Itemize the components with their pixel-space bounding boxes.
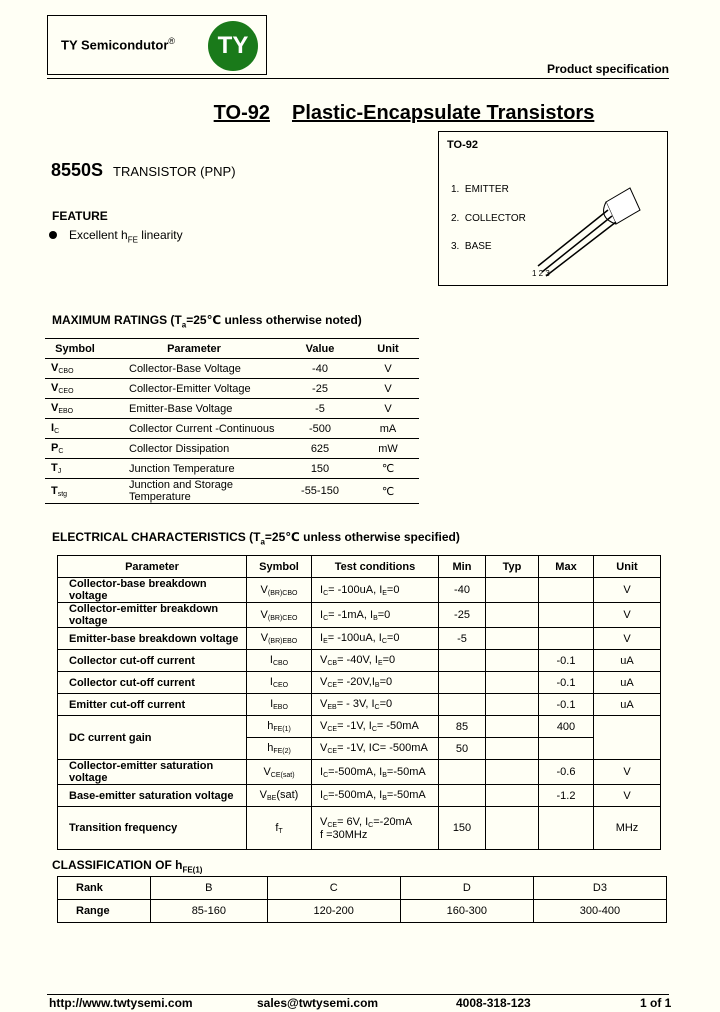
unit-cell: V (357, 359, 419, 379)
parameter-cell: Base-emitter saturation voltage (58, 785, 247, 807)
footer-divider (47, 994, 669, 995)
min-cell: -25 (439, 603, 486, 628)
parameter-cell: Collector-Base Voltage (105, 359, 283, 379)
max-cell (539, 738, 594, 760)
unit-cell: V (594, 578, 661, 603)
symbol-cell: $P_C$ (45, 439, 105, 459)
product-spec-label: Product specification (546, 62, 669, 76)
pin-2: 2. COLLECTOR (451, 213, 526, 224)
typ-cell (486, 716, 539, 738)
max-ratings-heading: MAXIMUM RATINGS ($T_a=25℃$ unless otherwise noted) (52, 313, 362, 330)
value-cell: 625 (283, 439, 357, 459)
conditions-cell: $I_C= -100uA$, $I_E=0$ (312, 578, 439, 603)
parameter-cell: Collector-emitter saturation voltage (58, 760, 247, 785)
typ-cell (486, 738, 539, 760)
package-title: TO-92 (447, 139, 478, 151)
min-cell: -5 (439, 628, 486, 650)
min-cell: -40 (439, 578, 486, 603)
parameter-cell: Collector cut-off current (58, 650, 247, 672)
parameter-cell: Junction Temperature (105, 459, 283, 479)
parameter-cell: Collector-base breakdown voltage (58, 578, 247, 603)
parameter-cell: Emitter cut-off current (58, 694, 247, 716)
symbol-cell: $I_{CBO}$ (247, 650, 312, 672)
table-row (58, 785, 661, 807)
classification-heading: CLASSIFICATION OF $h_{FE(1)}$ (52, 858, 203, 875)
conditions-cell: $I_C=-500mA$, $I_B=-50mA$ (312, 785, 439, 807)
parameter-cell: Collector-Emitter Voltage (105, 379, 283, 399)
min-cell: 50 (439, 738, 486, 760)
symbol-cell: $V_{BE}(sat)$ (247, 785, 312, 807)
table-row (58, 807, 661, 850)
max-cell: 400 (539, 716, 594, 738)
symbol-cell: $V_{EBO}$ (45, 399, 105, 419)
min-cell (439, 785, 486, 807)
parameter-cell: Junction and Storage Temperature (105, 479, 283, 504)
min-cell (439, 694, 486, 716)
table-row (58, 672, 661, 694)
max-cell (539, 807, 594, 850)
unit-cell: MHz (594, 807, 661, 850)
parameter-cell: Collector cut-off current (58, 672, 247, 694)
conditions-cell: $V_{CE}= -1V$, IC= -500mA (312, 738, 439, 760)
symbol-cell: $I_C$ (45, 419, 105, 439)
pin-3: 3. BASE (451, 241, 492, 252)
unit-cell: mA (357, 419, 419, 439)
conditions-cell: $V_{CE}= -20V,I_B=0$ (312, 672, 439, 694)
typ-cell (486, 650, 539, 672)
table-row (58, 578, 661, 603)
table-row (45, 419, 419, 439)
table-header-row: Symbol Parameter Value Unit (45, 339, 419, 359)
bullet-icon (49, 231, 57, 239)
symbol-cell: $I_{CEO}$ (247, 672, 312, 694)
parameter-cell: DC current gain (58, 716, 247, 760)
symbol-cell: $T_{stg}$ (45, 479, 105, 504)
conditions-cell: $V_{EB}= - 3V$, $I_C=0$ (312, 694, 439, 716)
parameter-cell: Emitter-base breakdown voltage (58, 628, 247, 650)
parameter-cell: Collector-emitter breakdown voltage (58, 603, 247, 628)
classification-table (57, 876, 667, 923)
table-header-row: Parameter Symbol Test conditions Min Typ Max Unit (58, 556, 661, 578)
page-title: TO-92 Plastic-Encapsulate Transistors (213, 102, 595, 124)
feature-heading: FEATURE (52, 209, 108, 223)
table-row (45, 459, 419, 479)
max-cell (539, 603, 594, 628)
unit-cell: uA (594, 694, 661, 716)
conditions-cell: $I_C= -1mA$, $I_B=0$ (312, 603, 439, 628)
unit-cell: ℃ (357, 479, 419, 504)
max-cell: -0.1 (539, 650, 594, 672)
company-name: TY Semicondutor® (61, 36, 176, 53)
typ-cell (486, 628, 539, 650)
table-row (58, 603, 661, 628)
unit-cell: V (357, 379, 419, 399)
feature-item: Excellent $h_{FE}$ linearity (69, 228, 183, 245)
footer-email[interactable]: sales@twtysemi.com (257, 996, 379, 1010)
max-cell: -0.1 (539, 672, 594, 694)
footer-phone: 4008-318-123 (456, 996, 531, 1010)
parameter-cell: Collector Dissipation (105, 439, 283, 459)
symbol-cell: $V_{CEO}$ (45, 379, 105, 399)
typ-cell (486, 760, 539, 785)
value-cell: -25 (283, 379, 357, 399)
value-cell: -500 (283, 419, 357, 439)
pin-numbers-label: 1 2 3 (532, 269, 550, 278)
min-cell (439, 650, 486, 672)
typ-cell (486, 694, 539, 716)
unit-cell: mW (357, 439, 419, 459)
electrical-table (57, 555, 661, 850)
min-cell (439, 760, 486, 785)
table-row (58, 716, 661, 738)
header-divider (47, 78, 669, 79)
max-cell: -0.1 (539, 694, 594, 716)
symbol-cell: $I_{EBO}$ (247, 694, 312, 716)
footer-page: 1 of 1 (640, 996, 672, 1010)
value-cell: 150 (283, 459, 357, 479)
logo-icon: TY (208, 21, 258, 71)
symbol-cell: $V_{CE(sat)}$ (247, 760, 312, 785)
unit-cell: V (594, 628, 661, 650)
parameter-cell: Transition frequency (58, 807, 247, 850)
min-cell (439, 672, 486, 694)
unit-cell: uA (594, 672, 661, 694)
unit-cell (594, 716, 661, 760)
typ-cell (486, 603, 539, 628)
to92-package-drawing (528, 180, 648, 280)
min-cell: 150 (439, 807, 486, 850)
symbol-cell: $h_{FE(2)}$ (247, 738, 312, 760)
table-row (45, 359, 419, 379)
symbol-cell: $V_{CBO}$ (45, 359, 105, 379)
table-row (45, 479, 419, 504)
table-row (45, 439, 419, 459)
conditions-cell: $V_{CE}= -1V$, $I_C= -50mA$ (312, 716, 439, 738)
symbol-cell: $V_{(BR)CBO}$ (247, 578, 312, 603)
typ-cell (486, 807, 539, 850)
max-cell: -1.2 (539, 785, 594, 807)
unit-cell: V (594, 785, 661, 807)
unit-cell: V (594, 760, 661, 785)
symbol-cell: $V_{(BR)EBO}$ (247, 628, 312, 650)
table-row (58, 650, 661, 672)
conditions-cell: $I_E= -100uA$, $I_C=0$ (312, 628, 439, 650)
range-row: Range 85-160 120-200 160-300 300-400 (58, 900, 667, 923)
conditions-cell: $V_{CE}= 6V$, $I_C=-20mA$ f =30MHz (312, 807, 439, 850)
unit-cell: uA (594, 650, 661, 672)
typ-cell (486, 578, 539, 603)
parameter-cell: Emitter-Base Voltage (105, 399, 283, 419)
max-cell (539, 578, 594, 603)
unit-cell: ℃ (357, 459, 419, 479)
typ-cell (486, 672, 539, 694)
value-cell: -55-150 (283, 479, 357, 504)
max-ratings-table (45, 338, 419, 504)
conditions-cell: $I_C=-500mA$, $I_B=-50mA$ (312, 760, 439, 785)
electrical-heading: ELECTRICAL CHARACTERISTICS ($T_a=25℃$ unless otherwise specified) (52, 530, 460, 547)
rank-row: Rank B C D D3 (58, 877, 667, 900)
value-cell: -5 (283, 399, 357, 419)
unit-cell: V (594, 603, 661, 628)
max-cell: -0.6 (539, 760, 594, 785)
table-row (45, 399, 419, 419)
symbol-cell: $T_J$ (45, 459, 105, 479)
table-row (58, 628, 661, 650)
min-cell: 85 (439, 716, 486, 738)
table-row (45, 379, 419, 399)
parameter-cell: Collector Current -Continuous (105, 419, 283, 439)
part-number: 8550S (51, 160, 104, 180)
pin-1: 1. EMITTER (451, 184, 509, 195)
typ-cell (486, 785, 539, 807)
table-row (58, 694, 661, 716)
conditions-cell: $V_{CB}= -40V$, $I_E=0$ (312, 650, 439, 672)
value-cell: -40 (283, 359, 357, 379)
table-row (58, 760, 661, 785)
part-description: TRANSISTOR (PNP) (113, 164, 236, 179)
symbol-cell: $f_T$ (247, 807, 312, 850)
unit-cell: V (357, 399, 419, 419)
max-cell (539, 628, 594, 650)
symbol-cell: $V_{(BR)CEO}$ (247, 603, 312, 628)
symbol-cell: $h_{FE(1)}$ (247, 716, 312, 738)
footer-url[interactable]: http://www.twtysemi.com (49, 996, 193, 1010)
